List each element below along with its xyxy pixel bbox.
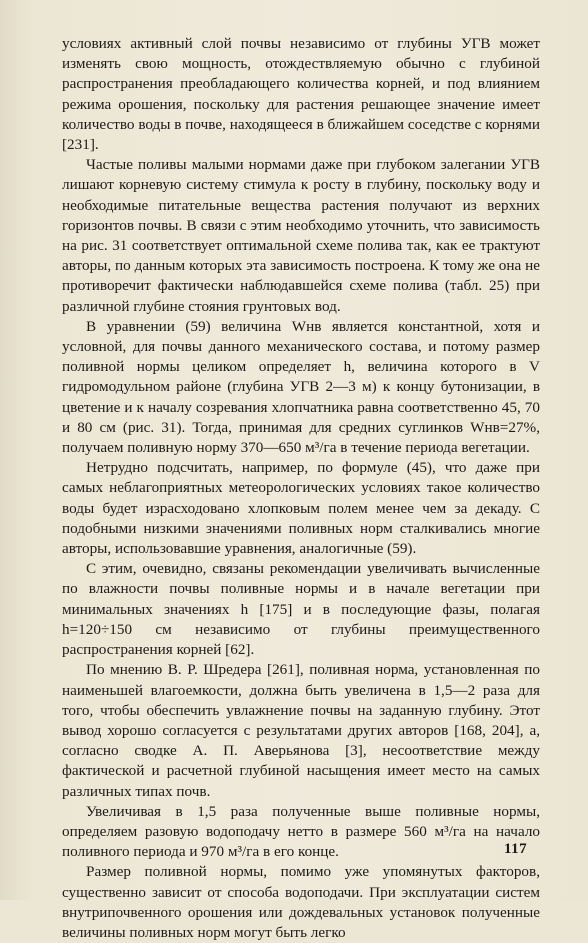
page-number: 117 <box>504 841 528 857</box>
paragraph-1: условиях активный слой почвы независимо от глубины УГВ может изменять свою мощность, отождествляемую обычно с глубиной распространения преобладающего количества корней, и под влиянием режима орошения, поскольку для растения решающее значение имеет количество воды в почве, находящееся в ближайшем соседстве с корнями [231]. <box>62 35 540 154</box>
paragraph-8: Размер поливной нормы, помимо уже упомянутых факторов, существенно зависит от способа водоподачи. При эксплуатации систем внутрипочвенного орошения или дождевальных установок полученные величины поливных норм могут быть легко <box>62 863 540 941</box>
paragraph-5: С этим, очевидно, связаны рекомендации увеличивать вычисленные по влажности почвы поливные нормы и в начале вегетации при минимальных значениях h [175] и в последующие фазы, полагая h=120÷150 см независимо от глубины преимущественного распространения корней [62]. <box>62 560 540 659</box>
paragraph-4: Нетрудно подсчитать, например, по формуле (45), что даже при самых неблагоприятных метеорологических условиях такое количество воды будет израсходовано хлопковым полем менее чем за декаду. С подобными низкими значениями поливных норм сталкивались многие авторы, использовавшие уравнения, аналогичные (59). <box>62 459 540 558</box>
paragraph-3: В уравнении (59) величина Wнв является константной, хотя и условной, для почвы данного механического состава, и потому размер поливной нормы целиком определяет h, величина которого в V гидромодульном районе (глубина УГВ 2—3 м) к концу бутонизации, в цветение и к началу созревания хлопчатника равна соответственно 45, 70 и 80 см (рис. 31). Тогда, принимая для средних суглинков Wнв=27%, получаем поливную норму 370—650 м³/га в течение периода вегетации. <box>62 317 540 457</box>
page-text <box>62 34 540 943</box>
paragraph-7: Увеличивая в 1,5 раза полученные выше поливные нормы, определяем разовую водоподачу нетто в размере 560 м³/га на начало поливного периода и 970 м³/га в его конце. <box>62 802 540 861</box>
paragraph-2: Частые поливы малыми нормами даже при глубоком залегании УГВ лишают корневую систему стимула к росту в глубину, поскольку воду и необходимые питательные вещества растения получают из верхних горизонтов почвы. В связи с этим необходимо уточнить, что зависимость на рис. 31 соответствует оптимальной схеме полива так, как ее трактуют авторы, по данным которых эта зависимость построена. К тому же она не противоречит фактически наблюдавшейся схеме полива (табл. 25) при различной глубине стояния грунтовых вод. <box>62 156 540 315</box>
paragraph-6: По мнению В. Р. Шредера [261], поливная норма, установленная по наименьшей влагоемкости, должна быть увеличена в 1,5—2 раза для того, чтобы обеспечить увлажнение почвы на заданную глубину. Этот вывод хорошо согласуется с результатами других авторов [168, 204], а, согласно сводке А. П. Аверьянова [3], несоответствие между фактической и расчетной глубиной насыщения имеет место на самых различных типах почв. <box>62 661 540 800</box>
